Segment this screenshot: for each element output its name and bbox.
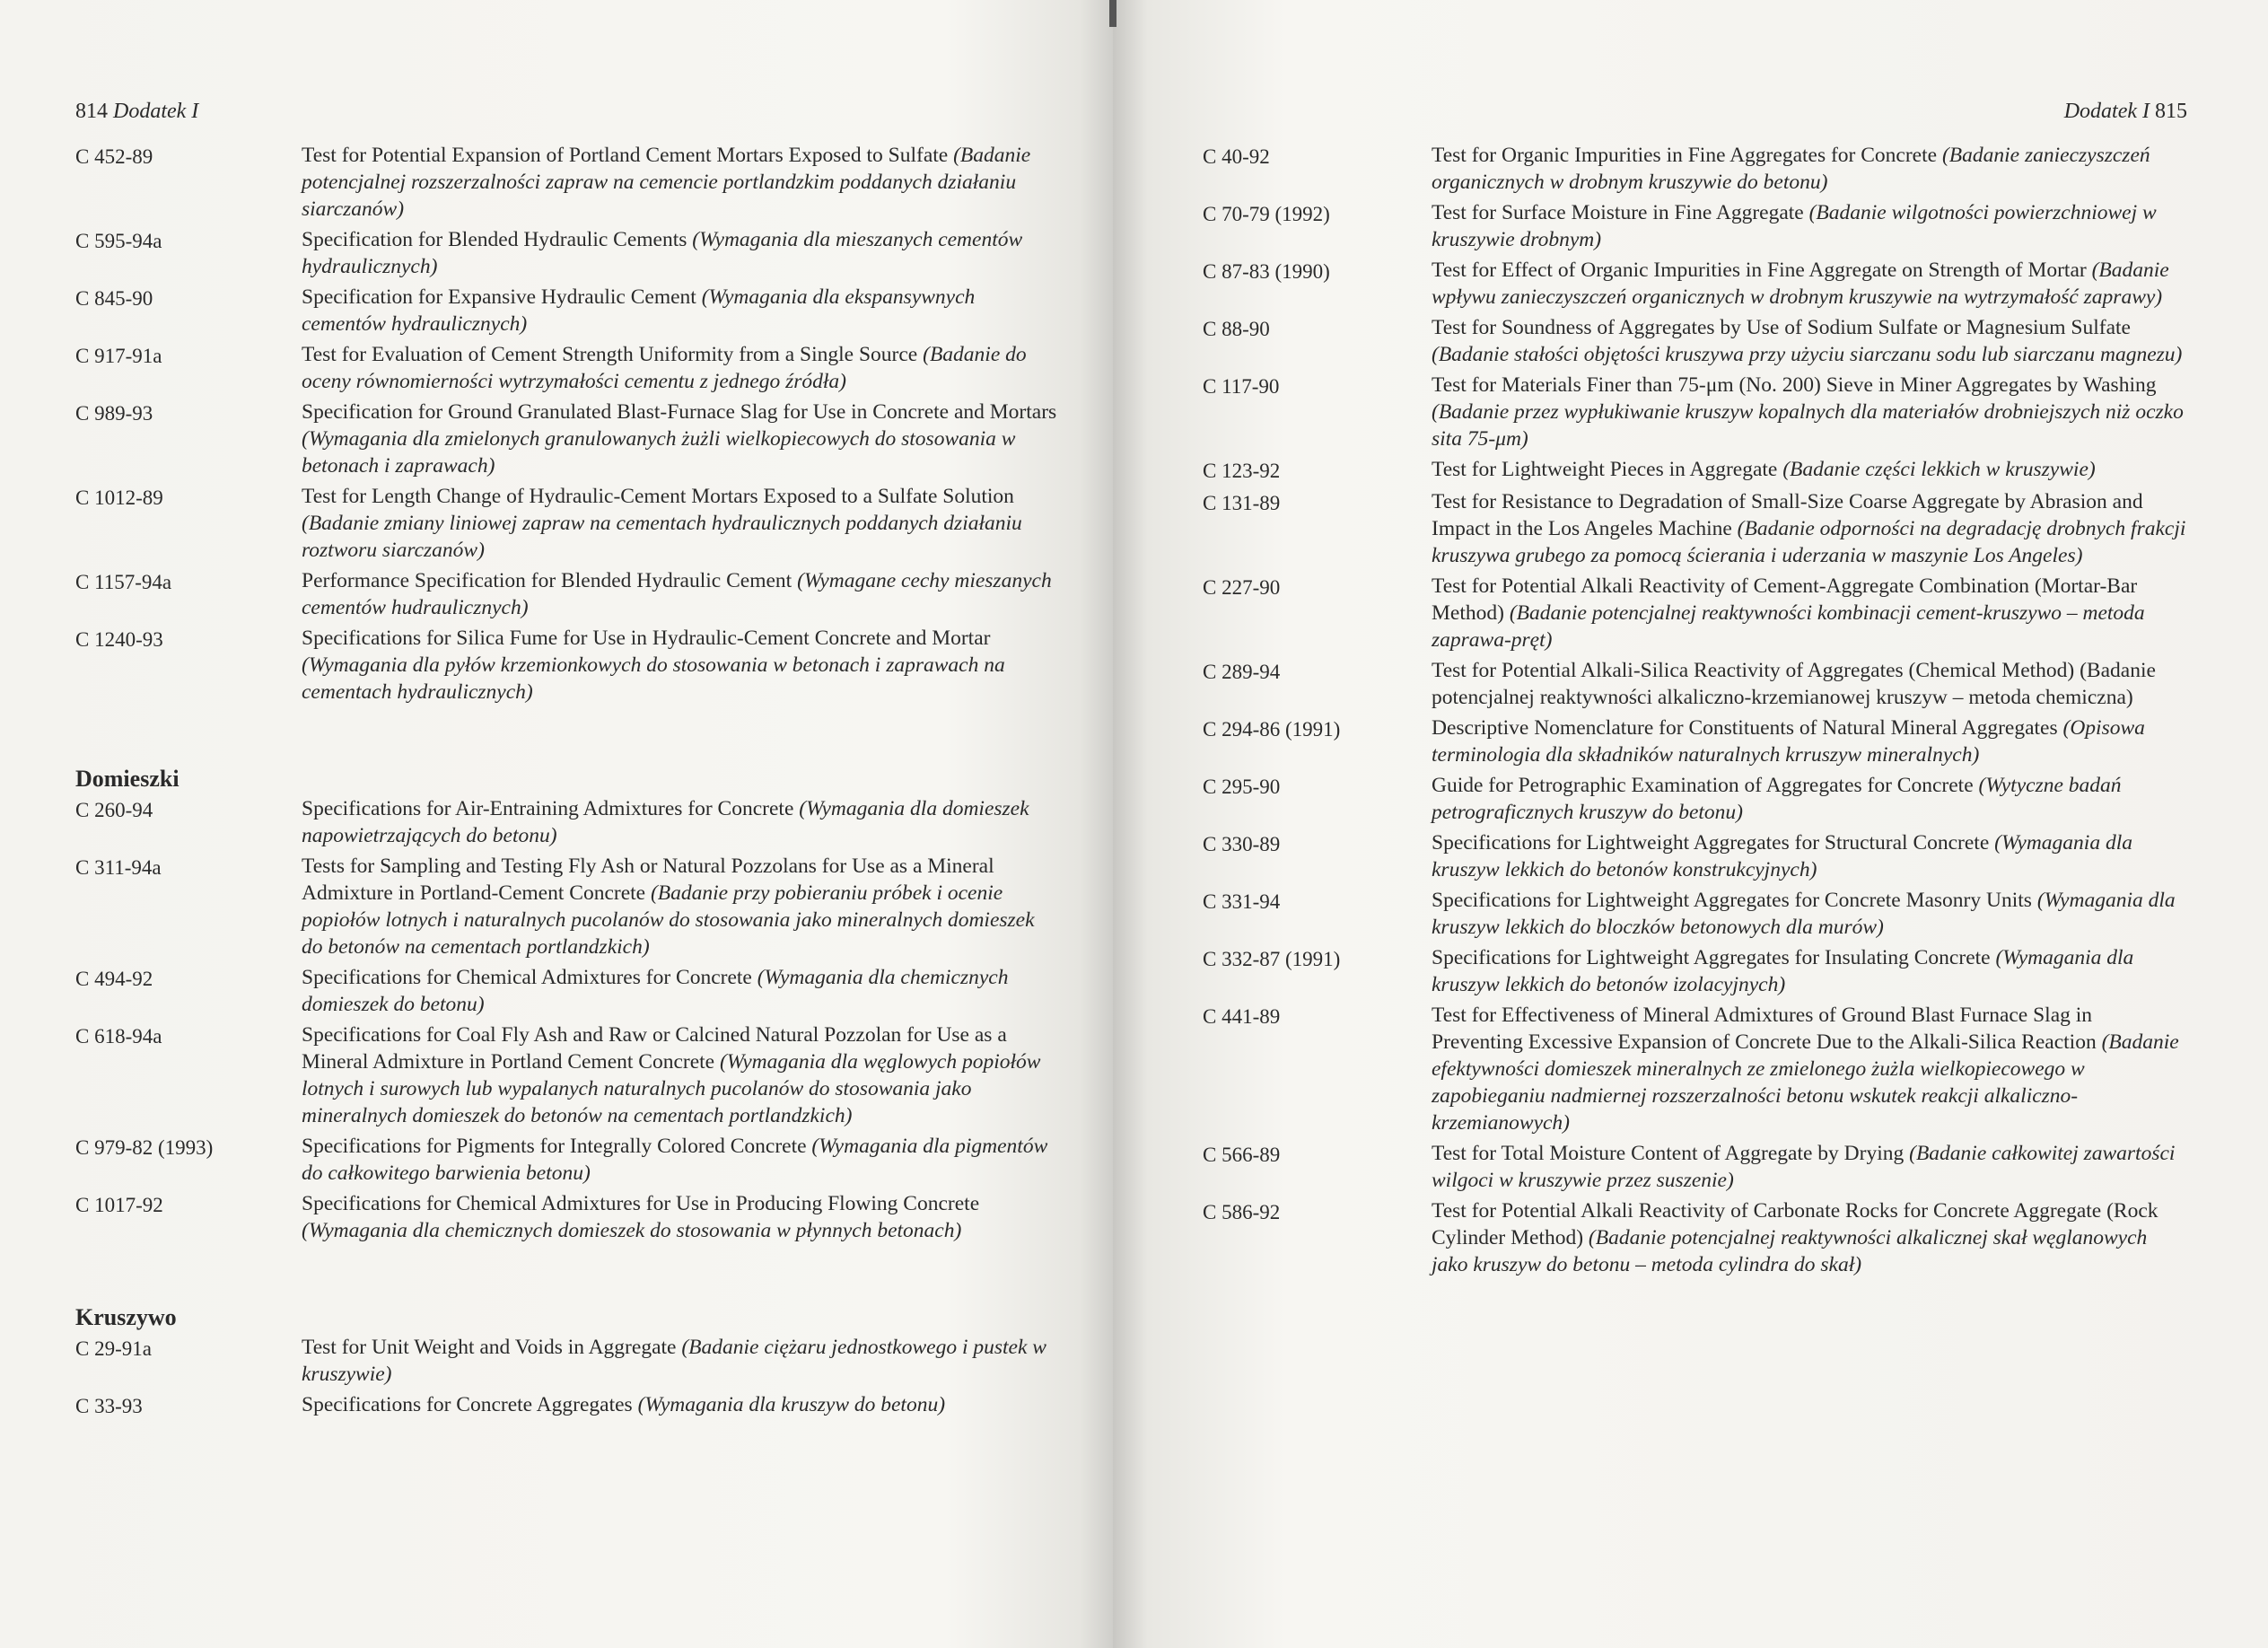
entries-container bbox=[1203, 142, 2187, 1278]
polish-translation: (Badanie stałości objętości kruszywa przy użyciu siarczanu sodu lub siarczanu magnezu) bbox=[1432, 343, 2183, 366]
standard-code: C 452-89 bbox=[75, 145, 153, 168]
standard-code: C 1012-89 bbox=[75, 487, 163, 509]
standard-entry bbox=[75, 142, 1059, 223]
standard-description bbox=[1432, 372, 2187, 452]
standard-code: C 989-93 bbox=[75, 402, 153, 425]
standard-entry bbox=[1203, 314, 2187, 368]
standard-code: C 441-89 bbox=[1203, 1005, 1281, 1028]
standard-description bbox=[302, 795, 1059, 849]
polish-translation: (Badanie potencjalnej reaktywności kombinacji cement-kruszywo – metoda zaprawa-pręt) bbox=[1432, 601, 2145, 652]
standard-description bbox=[302, 284, 1059, 337]
standard-description bbox=[1432, 1197, 2187, 1278]
standard-description bbox=[1432, 714, 2187, 768]
polish-translation: (Wymagania dla pigmentów do całkowitego barwienia betonu) bbox=[302, 1135, 1048, 1185]
english-title: Specifications for Pigments for Integrally Colored Concrete bbox=[302, 1135, 807, 1158]
standard-description bbox=[302, 483, 1059, 564]
standard-description bbox=[302, 1190, 1059, 1244]
running-head bbox=[1203, 93, 2187, 129]
english-title: Specifications for Chemical Admixtures for Use in Producing Flowing Concrete bbox=[302, 1192, 980, 1215]
english-title: Tests for Sampling and Testing Fly Ash or Natural Pozzolans for Use as a Mineral Admixture in Portland-Cement Concrete bbox=[302, 855, 994, 905]
page-number: 815 bbox=[2155, 100, 2187, 123]
standard-description bbox=[1432, 944, 2187, 998]
standard-code: C 123-92 bbox=[1203, 460, 1281, 482]
polish-translation: (Badanie przy pobieraniu próbek i ocenie popiołów lotnych i naturalnych pucolanów do stosowania jako mineralnych domieszek do betonów na cementach portlandzkich) bbox=[302, 881, 1035, 959]
english-title: Specifications for Lightweight Aggregates for Concrete Masonry Units bbox=[1432, 889, 2032, 912]
standard-code: C 979-82 (1993) bbox=[75, 1136, 214, 1159]
polish-translation: (Wymagania dla węglowych popiołów lotnych i surowych lub wypalanych naturalnych pucolanów do stosowania jako mineralnych domieszek do betonów na cementach portlandzkich) bbox=[302, 1050, 1041, 1127]
english-title: Test for Resistance to Degradation of Small-Size Coarse Aggregate by Abrasion and Impact in the Los Angeles Machine bbox=[1432, 490, 2143, 540]
standard-entry bbox=[75, 853, 1059, 960]
polish-translation: (Wymagania dla pyłów krzemionkowych do stosowania w betonach i zaprawach na cementach hydraulicznych) bbox=[302, 653, 1005, 704]
standard-code: C 40-92 bbox=[1203, 145, 1270, 168]
english-title: Test for Surface Moisture in Fine Aggregate bbox=[1432, 201, 1804, 224]
english-title: Test for Soundness of Aggregates by Use of Sodium Sulfate or Magnesium Sulfate bbox=[1432, 316, 2131, 339]
english-title: Specifications for Lightweight Aggregates for Insulating Concrete bbox=[1432, 946, 1991, 969]
section-heading: Domieszki bbox=[75, 766, 180, 792]
polish-translation: (Badanie przez wypłukiwanie kruszyw kopalnych dla materiałów drobniejszych niż oczko sita 75-μm) bbox=[1432, 400, 2184, 451]
english-title: Performance Specification for Blended Hydraulic Cement bbox=[302, 569, 792, 592]
english-title: Specifications for Chemical Admixtures for Concrete bbox=[302, 966, 752, 989]
english-title: Test for Potential Alkali Reactivity of Carbonate Rocks for Concrete Aggregate (Rock Cylinder Method) bbox=[1432, 1199, 2159, 1249]
standard-code: C 260-94 bbox=[75, 799, 153, 821]
standard-entry bbox=[75, 341, 1059, 395]
standard-description bbox=[1432, 257, 2187, 311]
standard-description bbox=[1432, 199, 2187, 253]
standard-code: C 330-89 bbox=[1203, 833, 1281, 855]
polish-translation: (Wymagania dla chemicznych domieszek do betonu) bbox=[302, 966, 1009, 1016]
standard-code: C 227-90 bbox=[1203, 576, 1281, 599]
english-title: Specifications for Coal Fly Ash and Raw or Calcined Natural Pozzolan for Use as a Mineral Admixture in Portland Cement Concrete bbox=[302, 1023, 1007, 1074]
standard-code: C 311-94a bbox=[75, 856, 162, 879]
polish-translation: (Wymagania dla domieszek napowietrzających do betonu) bbox=[302, 797, 1029, 847]
standard-description bbox=[302, 1133, 1059, 1187]
running-title: Dodatek I bbox=[113, 100, 199, 123]
standard-entry bbox=[75, 1021, 1059, 1129]
polish-translation: (Wymagania dla kruszyw do betonu) bbox=[637, 1393, 946, 1416]
running-title: Dodatek I bbox=[2063, 100, 2150, 123]
standard-description bbox=[302, 625, 1059, 706]
standard-code: C 70-79 (1992) bbox=[1203, 203, 1330, 225]
standard-code: C 131-89 bbox=[1203, 492, 1281, 514]
standard-description bbox=[302, 964, 1059, 1018]
polish-translation: (Badanie zmiany liniowej zapraw na cementach hydraulicznych poddanych działaniu roztworu siarczanów) bbox=[302, 512, 1022, 562]
standard-description bbox=[1432, 657, 2187, 711]
binding-mark bbox=[1109, 0, 1116, 27]
standard-entry bbox=[1203, 199, 2187, 253]
standard-description bbox=[302, 1391, 1059, 1420]
standard-entry bbox=[1203, 257, 2187, 311]
standard-code: C 845-90 bbox=[75, 287, 153, 310]
entries-container bbox=[75, 142, 1059, 1420]
standard-code: C 294-86 (1991) bbox=[1203, 718, 1341, 741]
standard-code: C 917-91a bbox=[75, 345, 162, 367]
english-title: Guide for Petrographic Examination of Aggregates for Concrete bbox=[1432, 774, 1974, 797]
standard-code: C 595-94a bbox=[75, 230, 162, 252]
standard-code: C 88-90 bbox=[1203, 318, 1270, 340]
polish-translation: (Wymagania dla chemicznych domieszek do stosowania w płynnych betonach) bbox=[302, 1219, 962, 1242]
english-title: Test for Effect of Organic Impurities in Fine Aggregate on Strength of Mortar bbox=[1432, 259, 2087, 282]
polish-translation: (Badanie efektywności domieszek mineralnych ze zmielonego żużla wielkopiecowego w zapobieganiu nadmiernej rozszerzalności betonu wskutek reakcji alkaliczno-krzemianowych) bbox=[1432, 1030, 2179, 1135]
english-title: Test for Lightweight Pieces in Aggregate bbox=[1432, 458, 1778, 481]
standard-description bbox=[1432, 829, 2187, 883]
polish-translation: (Badanie ciężaru jednostkowego i pustek w kruszywie) bbox=[302, 1336, 1046, 1386]
standard-description bbox=[1432, 1002, 2187, 1136]
polish-translation: (Badanie wpływu zanieczyszczeń organicznych w drobnym kruszywie na wytrzymałość zaprawy) bbox=[1432, 259, 2169, 309]
polish-translation: (Wymagania dla mieszanych cementów hydraulicznych) bbox=[302, 228, 1023, 278]
standard-description bbox=[1432, 887, 2187, 941]
standard-description bbox=[1432, 142, 2187, 196]
standard-description bbox=[1432, 488, 2187, 569]
standard-code: C 117-90 bbox=[1203, 375, 1280, 398]
standard-code: C 29-91a bbox=[75, 1337, 152, 1360]
left-page bbox=[0, 0, 1113, 1648]
polish-translation: (Badanie wilgotności powierzchniowej w kruszywie drobnym) bbox=[1432, 201, 2157, 251]
english-title: Specification for Ground Granulated Blast-Furnace Slag for Use in Concrete and Mortars bbox=[302, 400, 1057, 424]
standard-entry bbox=[75, 1133, 1059, 1187]
polish-translation: (Wymagane cechy mieszanych cementów hudraulicznych) bbox=[302, 569, 1052, 619]
english-title: Test for Potential Alkali Reactivity of Cement-Aggregate Combination (Mortar-Bar Method) bbox=[1432, 574, 2138, 625]
standard-code: C 586-92 bbox=[1203, 1201, 1281, 1223]
english-title: Test for Organic Impurities in Fine Aggregates for Concrete bbox=[1432, 144, 1938, 167]
standard-entry bbox=[75, 964, 1059, 1018]
standard-code: C 1157-94a bbox=[75, 571, 172, 593]
standard-entry bbox=[1203, 142, 2187, 196]
polish-translation: (Badanie potencjalnej reaktywności alkalicznej skał węglanowych jako kruszyw do betonu – metoda cylindra do skał) bbox=[1432, 1226, 2148, 1276]
standard-code: C 33-93 bbox=[75, 1395, 143, 1417]
standard-entry bbox=[1203, 944, 2187, 998]
section-heading: Kruszywo bbox=[75, 1304, 177, 1330]
standard-entry bbox=[1203, 657, 2187, 711]
standard-description bbox=[302, 1021, 1059, 1129]
english-title: Test for Potential Alkali-Silica Reactivity of Aggregates (Chemical Method) (Badanie potencjalnej reaktywności alkaliczno-krzemianowej kruszyw – metoda chemiczna) bbox=[1432, 659, 2156, 709]
standard-entry bbox=[1203, 456, 2187, 485]
polish-translation: (Wymagania dla kruszyw lekkich do betonów konstrukcyjnych) bbox=[1432, 831, 2132, 881]
standard-entry bbox=[75, 1190, 1059, 1244]
standard-code: C 331-94 bbox=[1203, 890, 1281, 913]
standard-description bbox=[302, 341, 1059, 395]
standard-entry bbox=[1203, 772, 2187, 826]
standard-entry bbox=[75, 1334, 1059, 1388]
standard-description bbox=[302, 226, 1059, 280]
standard-code: C 494-92 bbox=[75, 968, 153, 990]
english-title: Specifications for Lightweight Aggregates for Structural Concrete bbox=[1432, 831, 1990, 855]
polish-translation: (Wytyczne badań petrograficznych kruszyw do betonu) bbox=[1432, 774, 2122, 824]
polish-translation: (Badanie do oceny równomierności wytrzymałości cementu z jednego źródła) bbox=[302, 343, 1027, 393]
standard-entry bbox=[1203, 887, 2187, 941]
standard-description bbox=[302, 1334, 1059, 1388]
polish-translation: (Badanie części lekkich w kruszywie) bbox=[1782, 458, 2096, 481]
english-title: Test for Evaluation of Cement Strength Uniformity from a Single Source bbox=[302, 343, 918, 366]
polish-translation: (Wymagania dla ekspansywnych cementów hydraulicznych) bbox=[302, 285, 976, 336]
standard-entry bbox=[1203, 1002, 2187, 1136]
standard-entry bbox=[75, 625, 1059, 706]
standard-code: C 618-94a bbox=[75, 1025, 162, 1048]
english-title: Specifications for Air-Entraining Admixtures for Concrete bbox=[302, 797, 794, 820]
standard-entry bbox=[1203, 1197, 2187, 1278]
english-title: Test for Unit Weight and Voids in Aggregate bbox=[302, 1336, 677, 1359]
standard-description bbox=[1432, 456, 2187, 485]
standard-code: C 332-87 (1991) bbox=[1203, 948, 1341, 970]
polish-translation: (Wymagania dla kruszyw lekkich do betonów izolacyjnych) bbox=[1432, 946, 2134, 996]
standard-code: C 566-89 bbox=[1203, 1144, 1281, 1166]
standard-description bbox=[1432, 314, 2187, 368]
standard-entry bbox=[1203, 573, 2187, 653]
polish-translation: (Badanie zanieczyszczeń organicznych w drobnym kruszywie do betonu) bbox=[1432, 144, 2150, 194]
standard-entry bbox=[75, 399, 1059, 479]
standard-entry bbox=[75, 1391, 1059, 1420]
english-title: Test for Total Moisture Content of Aggregate by Drying bbox=[1432, 1142, 1905, 1165]
english-title: Specifications for Silica Fume for Use in Hydraulic-Cement Concrete and Mortar bbox=[302, 627, 991, 650]
standard-code: C 289-94 bbox=[1203, 661, 1281, 683]
standard-description bbox=[1432, 1140, 2187, 1194]
english-title: Test for Materials Finer than 75-μm (No. 200) Sieve in Miner Aggregates by Washing bbox=[1432, 373, 2157, 397]
polish-translation: (Wymagania dla kruszyw lekkich do bloczków betonowych dla murów) bbox=[1432, 889, 2176, 939]
standard-entry bbox=[75, 284, 1059, 337]
standard-code: C 295-90 bbox=[1203, 776, 1281, 798]
standard-entry bbox=[1203, 714, 2187, 768]
standard-description bbox=[1432, 573, 2187, 653]
running-head bbox=[75, 93, 1059, 129]
polish-translation: (Wymagania dla zmielonych granulowanych żużli wielkopiecowych do stosowania w betonach i zaprawach) bbox=[302, 427, 1016, 478]
standard-entry bbox=[1203, 372, 2187, 452]
standard-entry bbox=[75, 567, 1059, 621]
standard-entry bbox=[1203, 488, 2187, 569]
standard-entry bbox=[75, 795, 1059, 849]
standard-entry bbox=[1203, 829, 2187, 883]
standard-description bbox=[302, 567, 1059, 621]
standard-description bbox=[302, 399, 1059, 479]
english-title: Test for Effectiveness of Mineral Admixtures of Ground Blast Furnace Slag in Preventing Excessive Expansion of Concrete Due to the Alkali-Silica Reaction bbox=[1432, 1004, 2097, 1054]
standard-description bbox=[1432, 772, 2187, 826]
english-title: Descriptive Nomenclature for Constituents of Natural Mineral Aggregates bbox=[1432, 716, 2058, 740]
standard-description bbox=[302, 142, 1059, 223]
standard-entry bbox=[75, 226, 1059, 280]
standard-entry bbox=[1203, 1140, 2187, 1194]
right-page bbox=[1113, 0, 2268, 1648]
english-title: Specification for Blended Hydraulic Cements bbox=[302, 228, 687, 251]
standard-description bbox=[302, 853, 1059, 960]
english-title: Test for Potential Expansion of Portland Cement Mortars Exposed to Sulfate bbox=[302, 144, 949, 167]
polish-translation: (Badanie potencjalnej rozszerzalności zapraw na cemencie portlandzkim poddanych działaniu siarczanów) bbox=[302, 144, 1031, 221]
english-title: Test for Length Change of Hydraulic-Cement Mortars Exposed to a Sulfate Solution bbox=[302, 485, 1014, 508]
standard-code: C 1017-92 bbox=[75, 1194, 163, 1216]
standard-entry bbox=[75, 483, 1059, 564]
polish-translation: (Badanie całkowitej zawartości wilgoci w kruszywie przez suszenie) bbox=[1432, 1142, 2176, 1192]
polish-translation: (Badanie odporności na degradację drobnych frakcji kruszywa grubego za pomocą ścierania i uderzania w maszynie Los Angeles) bbox=[1432, 517, 2186, 567]
standard-code: C 1240-93 bbox=[75, 628, 163, 651]
english-title: Specifications for Concrete Aggregates bbox=[302, 1393, 633, 1416]
page-number: 814 bbox=[75, 100, 108, 123]
english-title: Specification for Expansive Hydraulic Cement bbox=[302, 285, 696, 309]
standard-code: C 87-83 (1990) bbox=[1203, 260, 1330, 283]
polish-translation: (Opisowa terminologia dla składników naturalnych krruszyw mineralnych) bbox=[1432, 716, 2145, 767]
